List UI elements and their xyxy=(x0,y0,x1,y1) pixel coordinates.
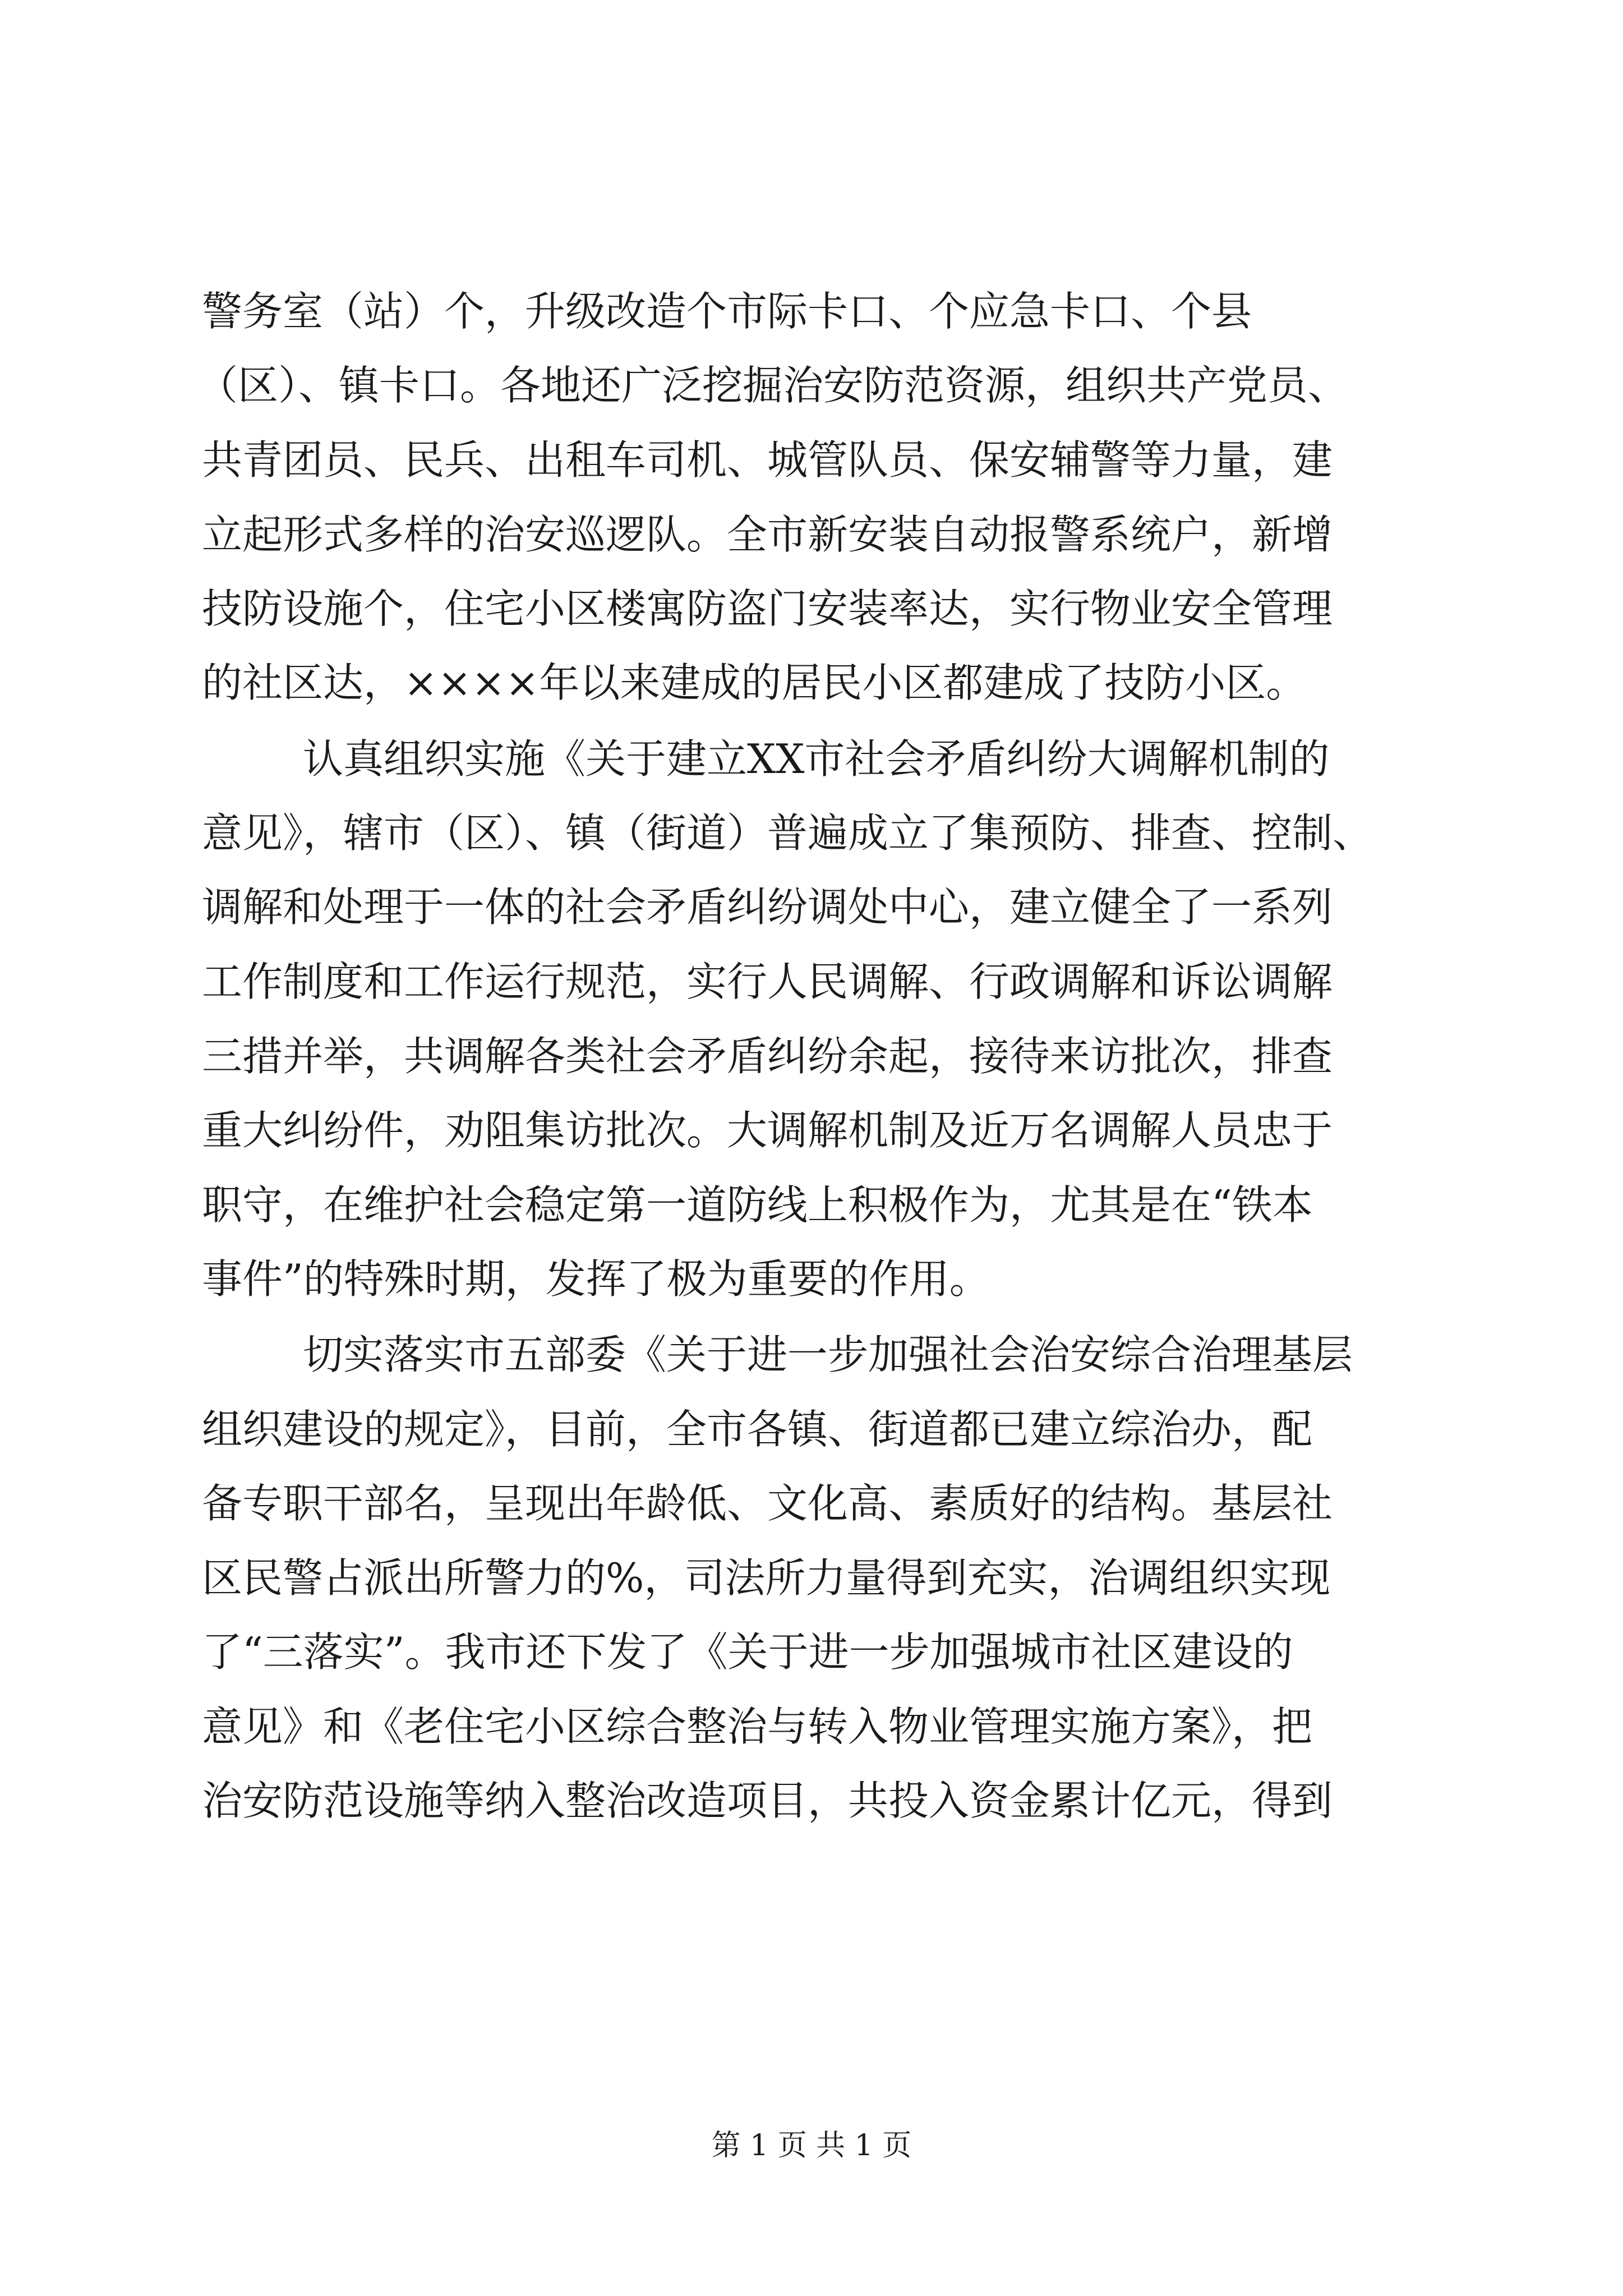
text-line: 区民警占派出所警力的%，司法所力量得到充实，治调组织实现 xyxy=(202,1554,1331,1602)
text-line: 职守，在维护社会稳定第一道防线上积极作为，尤其是在“铁本 xyxy=(202,1181,1313,1228)
text-line: 意见》和《老住宅小区综合整治与转入物业管理实施方案》，把 xyxy=(202,1703,1313,1750)
text-line: 认真组织实施《关于建立XX市社会矛盾纠纷大调解机制的 xyxy=(303,735,1330,783)
text-line: 切实落实市五部委《关于进一步加强社会治安综合治理基层 xyxy=(303,1331,1353,1378)
text-line: 技防设施个，住宅小区楼寓防盗门安装率达，实行物业安全管理 xyxy=(202,585,1333,632)
text-line: 工作制度和工作运行规范，实行人民调解、行政调解和诉讼调解 xyxy=(202,958,1333,1005)
text-line: 调解和处理于一体的社会矛盾纠纷调处中心，建立健全了一系列 xyxy=(202,884,1333,931)
text-line: 立起形式多样的治安巡逻队。全市新安装自动报警系统户，新增 xyxy=(202,511,1333,558)
text-line: 的社区达，××××年以来建成的居民小区都建成了技防小区。 xyxy=(202,659,1307,706)
text-line: 治安防范设施等纳入整治改造项目，共投入资金累计亿元，得到 xyxy=(202,1777,1333,1824)
text-line: 重大纠纷件，劝阻集访批次。大调解机制及近万名调解人员忠于 xyxy=(202,1107,1333,1154)
text-line: 组织建设的规定》，目前，全市各镇、街道都已建立综治办，配 xyxy=(202,1406,1313,1453)
text-line: 了“三落实”。我市还下发了《关于进一步加强城市社区建设的 xyxy=(202,1628,1293,1676)
text-line: 意见》，辖市（区）、镇（街道）普遍成立了集预防、排查、控制、 xyxy=(202,809,1373,857)
text-line: 三措并举，共调解各类社会矛盾纠纷余起，接待来访批次，排查 xyxy=(202,1033,1333,1080)
text-line: （区）、镇卡口。各地还广泛挖掘治安防范资源，组织共产党员、 xyxy=(197,362,1349,409)
page-footer: 第 1 页 共 1 页 xyxy=(711,2129,912,2162)
text-line: 备专职干部名，呈现出年龄低、文化高、素质好的结构。基层社 xyxy=(202,1480,1333,1527)
text-line: 共青团员、民兵、出租车司机、城管队员、保安辅警等力量，建 xyxy=(202,436,1333,484)
text-line: 警务室（站）个，升级改造个市际卡口、个应急卡口、个县 xyxy=(202,288,1252,335)
text-line: 事件”的特殊时期，发挥了极为重要的作用。 xyxy=(202,1255,990,1303)
